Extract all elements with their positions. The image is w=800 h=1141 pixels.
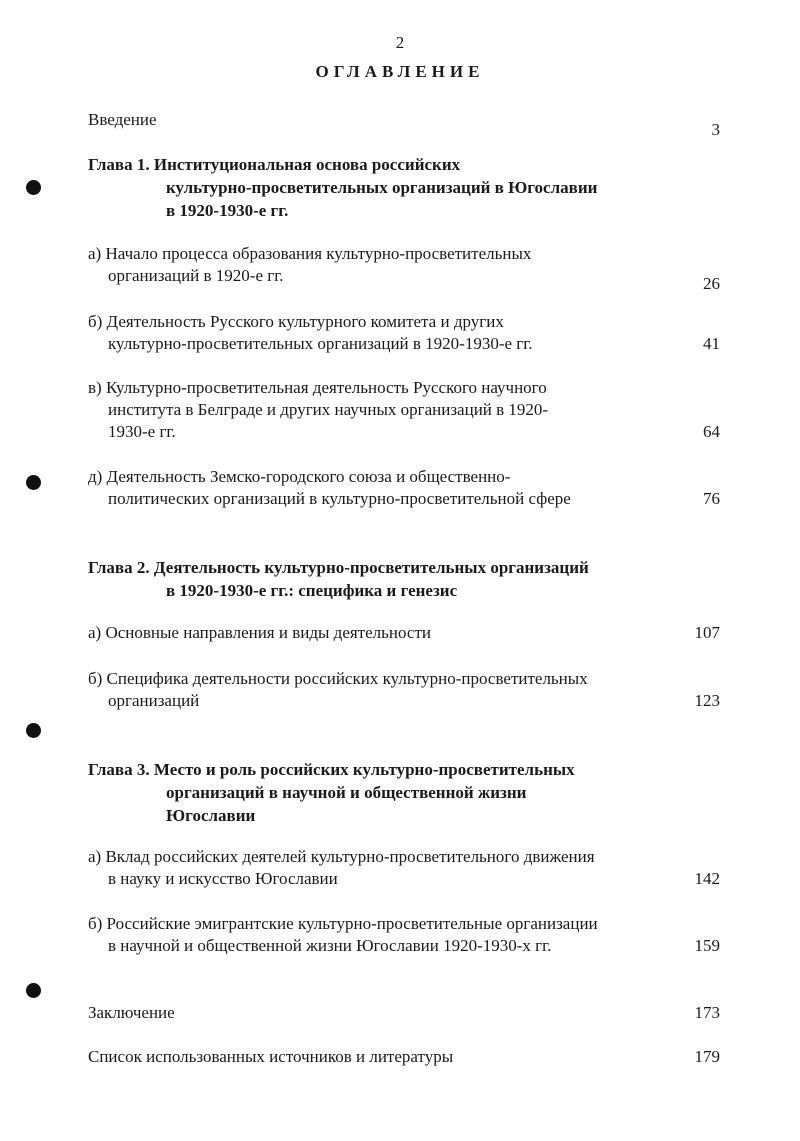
page-title: ОГЛАВЛЕНИЕ: [315, 62, 485, 81]
page-number: 2: [395, 33, 405, 52]
toc-entry-page: 107: [694, 623, 720, 642]
toc-entry-conclusion[interactable]: [88, 1002, 720, 1024]
punch-hole-4: [26, 983, 41, 998]
chapter-heading-line: Глава 3. Место и роль российских культурно-просветительных: [88, 760, 575, 779]
toc-entry-line: организаций в 1920-е гг.: [108, 266, 284, 285]
toc-entry-line: д) Деятельность Земско-городского союза и общественно-: [88, 467, 511, 486]
toc-entry-line: института в Белграде и других научных организаций в 1920-: [108, 400, 549, 419]
toc-entry-label: Введение: [88, 110, 157, 129]
toc-entry-1c[interactable]: [88, 377, 720, 443]
toc-entry-line: а) Начало процесса образования культурно-просветительных: [88, 244, 532, 263]
toc-entry-page: 173: [694, 1003, 720, 1022]
chapter-heading-line: организаций в научной и общественной жизни: [166, 783, 527, 802]
toc-entry-page: 142: [694, 869, 720, 888]
toc-entry-intro[interactable]: [88, 109, 720, 139]
toc-entry-3b[interactable]: [88, 913, 720, 957]
chapter-1-heading[interactable]: [88, 153, 720, 222]
toc-entry-label: Заключение: [88, 1003, 175, 1022]
chapter-2-heading[interactable]: [88, 556, 720, 602]
toc-entry-1d[interactable]: [88, 466, 720, 510]
toc-entry-1b[interactable]: [88, 311, 720, 355]
toc-entry-2b[interactable]: [88, 668, 720, 712]
toc-entry-page: 123: [694, 691, 720, 710]
toc-entry-page: 64: [703, 422, 720, 441]
chapter-heading-line: Глава 2. Деятельность культурно-просветительных организаций: [88, 558, 589, 577]
toc-entry-line: б) Деятельность Русского культурного комитета и других: [88, 312, 504, 331]
toc-entry-line: а) Основные направления и виды деятельности: [88, 623, 431, 642]
toc-entry-1a[interactable]: [88, 243, 720, 293]
toc-entry-2a[interactable]: [88, 622, 720, 644]
toc-entry-line: в науку и искусство Югославии: [108, 869, 338, 888]
toc-entry-page: 159: [694, 936, 720, 955]
toc-entry-line: в) Культурно-просветительная деятельность Русского научного: [88, 378, 547, 397]
chapter-heading-line: в 1920-1930-е гг.: специфика и генезис: [166, 581, 458, 600]
toc-entry-line: а) Вклад российских деятелей культурно-просветительного движения: [88, 847, 595, 866]
punch-hole-3: [26, 723, 41, 738]
punch-hole-2: [26, 475, 41, 490]
toc-entry-page: 41: [703, 334, 720, 353]
toc-entry-line: политических организаций в культурно-просветительной сфере: [108, 489, 571, 508]
toc-entry-sources[interactable]: [88, 1046, 720, 1068]
punch-hole-1: [26, 180, 41, 195]
toc-entry-line: 1930-е гг.: [108, 422, 176, 441]
chapter-3-heading[interactable]: [88, 758, 720, 827]
toc-entry-line: культурно-просветительных организаций в 1920-1930-е гг.: [108, 334, 533, 353]
toc-entry-line: б) Специфика деятельности российских культурно-просветительных: [88, 669, 588, 688]
toc-entry-line: в научной и общественной жизни Югославии 1920-1930-х гг.: [108, 936, 552, 955]
chapter-heading-line: Югославии: [166, 806, 256, 825]
chapter-heading-line: в 1920-1930-е гг.: [166, 201, 289, 220]
toc-entry-page: 26: [703, 274, 720, 293]
chapter-heading-line: Глава 1. Институциональная основа российских: [88, 155, 461, 174]
toc-entry-page: 3: [711, 120, 720, 139]
toc-entry-line: б) Российские эмигрантские культурно-просветительные организации: [88, 914, 598, 933]
toc-entry-3a[interactable]: [88, 846, 720, 890]
toc-entry-label: Список использованных источников и литературы: [88, 1047, 454, 1066]
toc-entry-line: организаций: [108, 691, 200, 710]
toc-entry-page: 179: [694, 1047, 720, 1066]
toc-entry-page: 76: [703, 489, 720, 508]
chapter-heading-line: культурно-просветительных организаций в Югославии: [166, 178, 598, 197]
